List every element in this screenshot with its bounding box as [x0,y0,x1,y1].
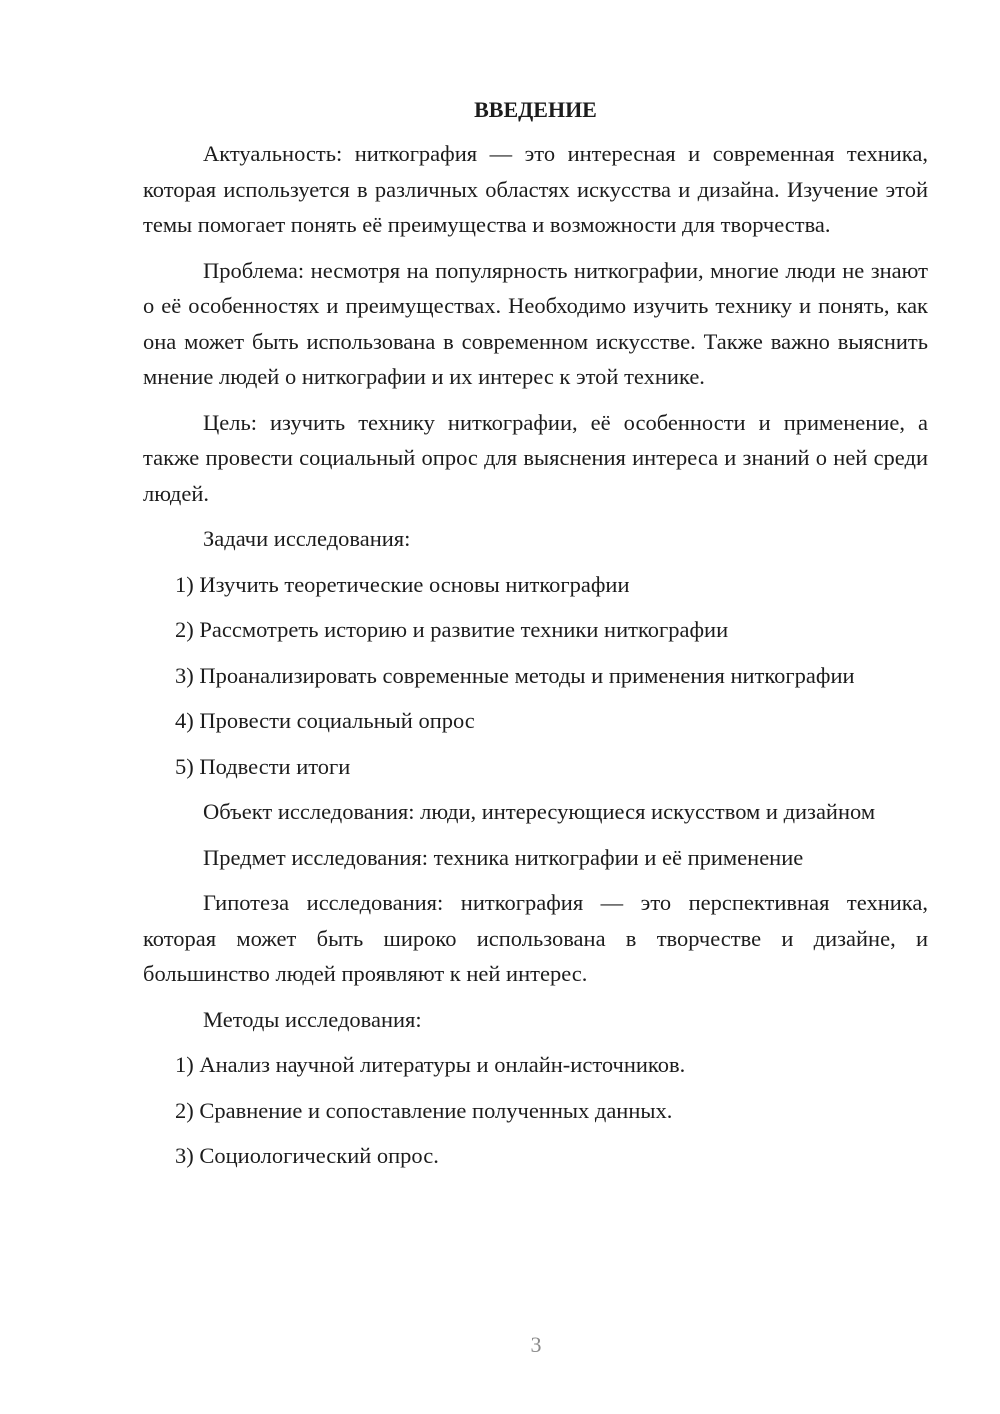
tasks-heading: Задачи исследования: [203,526,411,551]
paragraph-object: Объект исследования: люди, интересующиеся искусством и дизайном [203,799,876,824]
task-item-2: 2) Рассмотреть историю и развитие техники ниткографии [175,617,729,642]
page-number: 3 [530,1332,542,1357]
task-item-3: 3) Проанализировать современные методы и применения ниткографии [175,662,855,688]
task-item-4: 4) Провести социальный опрос [175,708,475,733]
page-content [143,92,928,1184]
method-item-2: 2) Сравнение и сопоставление полученных данных. [175,1097,673,1123]
paragraph-problem: Проблема: несмотря на популярность ниткографии, многие люди не знают о её особенностях и преимуществах. Необходимо изучить технику и понять, как она может быть использована в современном искусстве. Также важно выяснить мнение людей о ниткографии и их интерес к этой технике. [143,257,928,389]
methods-heading: Методы исследования: [203,1006,422,1032]
method-item-3: 3) Социологический опрос. [175,1143,439,1168]
paragraph-subject: Предмет исследования: техника ниткографии и её применение [203,844,804,870]
method-item-1: 1) Анализ научной литературы и онлайн-источников. [175,1052,686,1077]
paragraph-hypothesis: Гипотеза исследования: ниткография — это перспективная техника, которая может быть широко использована в творчестве и дизайне, и большинство людей проявляют к ней интерес. [143,890,928,986]
paragraph-goal: Цель: изучить технику ниткографии, её особенности и применение, а также провести социальный опрос для выяснения интереса и знаний о ней среди людей. [143,409,928,506]
task-item-1: 1) Изучить теоретические основы ниткографии [175,571,630,597]
task-item-5: 5) Подвести итоги [175,753,351,779]
paragraph-relevance: Актуальность: ниткография — это интересная и современная техника, которая используется в различных областях искусства и дизайна. Изучение этой темы помогает понять её преимущества и возможности для творчества. [143,141,928,237]
page-title: ВВЕДЕНИЕ [474,97,597,122]
